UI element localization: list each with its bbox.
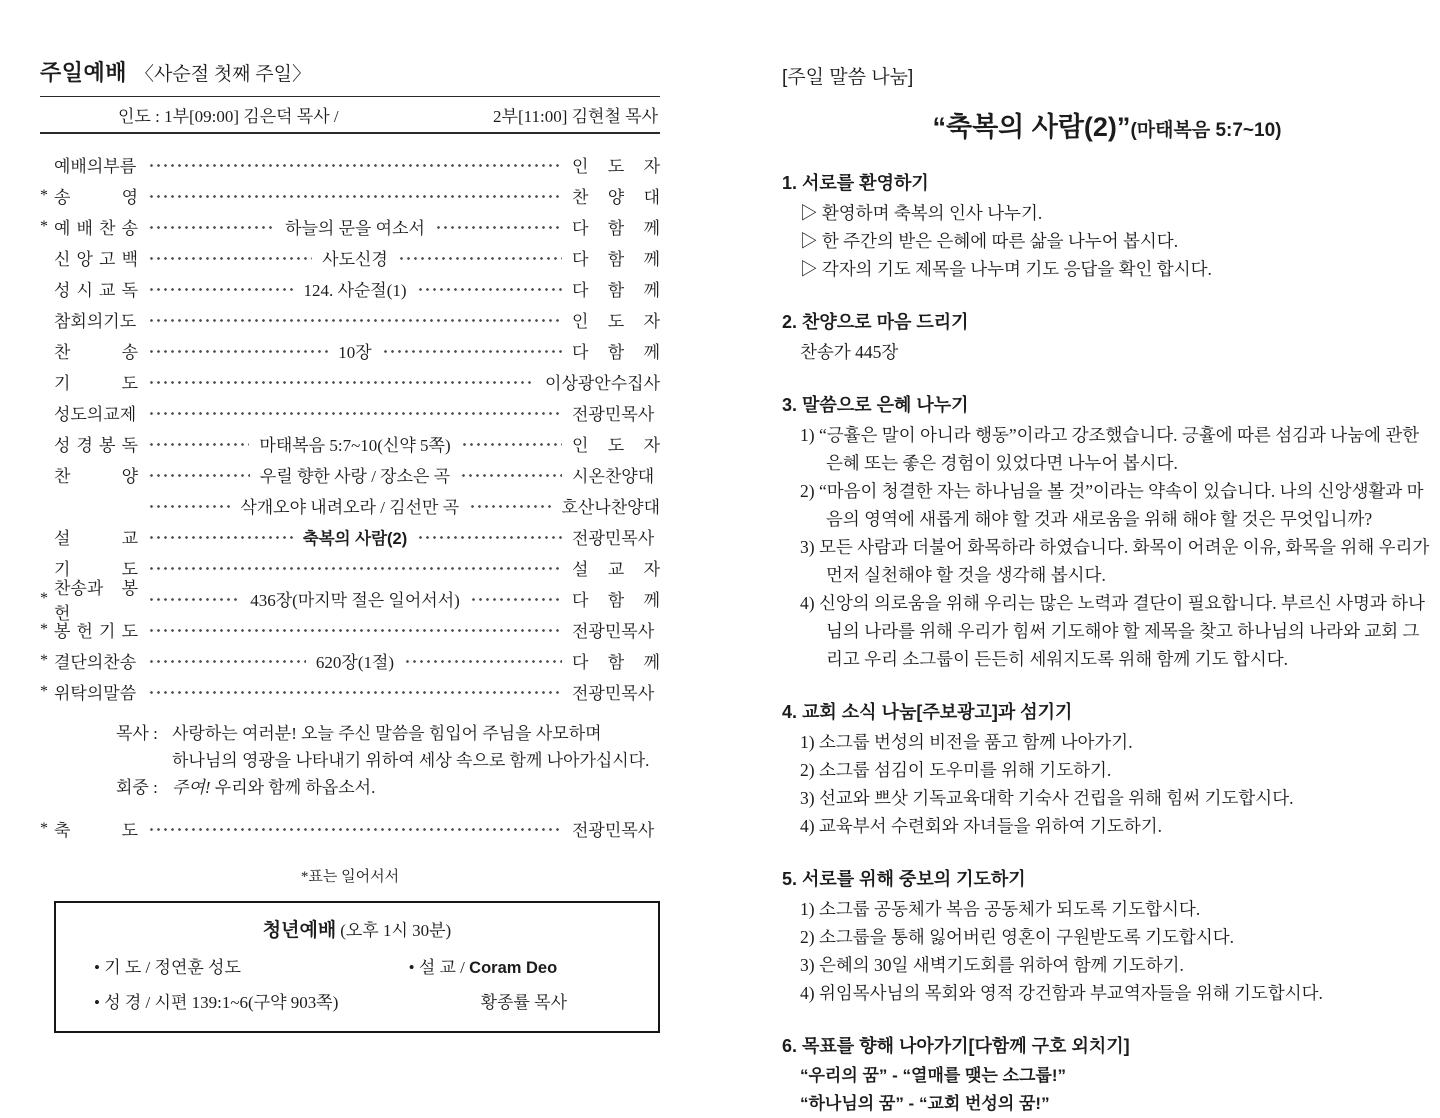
youth-worship-time: (오후 1시 30분) — [340, 921, 452, 940]
standing-marker: * — [40, 620, 48, 638]
service-leader-second: 2부[11:00] 김현철 목사 — [493, 107, 658, 126]
divider — [40, 132, 660, 134]
dotted-leader — [148, 676, 562, 707]
worship-order-list — [40, 149, 660, 707]
youth-prayer: • 기 도 / 정연훈 성도 — [94, 958, 241, 977]
page-title: 주일예배 — [40, 60, 128, 85]
youth-worship-title: 청년예배 — [262, 920, 337, 941]
worship-row — [40, 242, 660, 273]
dotted-leader — [148, 397, 562, 428]
dotted-leader — [148, 521, 293, 552]
congregation-label: 회중 : — [116, 778, 158, 797]
order-item-label: 신 앙 고 백 — [54, 250, 138, 269]
pastor-text — [172, 720, 649, 774]
order-item-label: 참회의기도 — [54, 312, 137, 331]
section-item: 1) “긍휼은 말이 아니라 행동”이라고 강조했습니다. 긍휼에 따른 섬김과 나눔에 관한 은혜 또는 좋은 경험이 있었다면 나누어 봅시다. — [800, 425, 1420, 473]
standing-note: *표는 일어서서 — [300, 869, 400, 885]
order-item-label: 결단의찬송 — [54, 653, 137, 672]
congregation-rest: 우리와 함께 하옵소서. — [210, 778, 376, 797]
order-item-label: 성 경 봉 독 — [54, 436, 138, 455]
youth-worship-details — [68, 953, 646, 1013]
dotted-leader — [148, 552, 562, 583]
worship-order-page — [40, 56, 660, 1033]
dotted-leader — [398, 242, 562, 273]
order-item-label: 설 교 — [54, 529, 138, 548]
section-items — [782, 199, 1432, 283]
page-subtitle: 〈사순절 첫째 주일〉 — [135, 64, 311, 85]
responsive-reading — [116, 720, 660, 801]
order-item-role: 전광민목사 — [572, 821, 655, 840]
page-title-row — [40, 56, 660, 87]
dotted-leader — [148, 242, 312, 273]
section-items — [782, 895, 1432, 1007]
sermon-title: “축복의 사람(2)” — [932, 112, 1131, 142]
section-item: ▷ 환영하며 축복의 인사 나누기. — [800, 203, 1043, 223]
worship-row — [40, 397, 660, 428]
order-item-role: 시온찬양대 — [572, 467, 655, 486]
benediction-row — [40, 813, 660, 844]
order-item-label: 성도의교제 — [54, 405, 137, 424]
order-item-role: 설 교 자 — [572, 560, 660, 579]
order-item-label: 찬 양 — [54, 467, 138, 486]
worship-row — [40, 304, 660, 335]
section-item-slogan: “하나님의 꿈” - “교회 번성의 꿈!” — [800, 1094, 1050, 1113]
standing-marker: * — [40, 186, 48, 204]
order-item-label: 기 도 — [54, 374, 138, 393]
dotted-leader — [148, 428, 249, 459]
dotted-leader — [417, 521, 562, 552]
order-item-detail: 하늘의 문을 여소서 — [285, 219, 425, 238]
order-item-label: 위탁의말씀 — [54, 684, 137, 703]
dotted-leader — [148, 149, 562, 180]
section-heading: 5. 서로를 위해 중보의 기도하기 — [782, 869, 1026, 889]
section-item: 1) 소그룹 번성의 비전을 품고 함께 나아가기. — [800, 732, 1133, 752]
order-item-label: 찬 송 — [54, 343, 138, 362]
dotted-leader — [460, 459, 562, 490]
section-welcome — [782, 171, 1432, 283]
section-goal — [782, 1034, 1432, 1118]
section-items — [782, 728, 1432, 840]
section-items — [782, 338, 1432, 366]
order-item-label: 송 영 — [54, 188, 138, 207]
congregation-line — [116, 774, 660, 801]
order-item-label: 예 배 찬 송 — [54, 219, 138, 238]
section-item-slogan: “우리의 꿈” - “열매를 맺는 소그룹!” — [800, 1066, 1067, 1085]
section-item: 1) 소그룹 공동체가 복음 공동체가 되도록 기도합시다. — [800, 899, 1201, 919]
worship-row — [40, 645, 660, 676]
service-leader-first: 인도 : 1부[09:00] 김은덕 목사 / — [118, 107, 339, 126]
dotted-leader — [417, 273, 562, 304]
order-item-role: 전광민목사 — [572, 405, 655, 424]
order-item-label: 축 도 — [54, 821, 138, 840]
section-item: 4) 교육부서 수련회와 자녀들을 위하여 기도하기. — [800, 816, 1163, 836]
section-item: 4) 신앙의 의로움을 위해 우리는 많은 노력과 결단이 필요합니다. 부르신 사명과 하나님의 나라를 위해 우리가 힘써 기도해야 할 제목을 찾고 하나님의 나라와 교회 그리고 우리 소그룹이 든든히 세워지도록 위해 함께 기도 합시다. — [800, 593, 1425, 669]
dotted-leader — [148, 813, 562, 844]
section-heading: 6. 목표를 향해 나아가기[다함께 구호 외치기] — [782, 1036, 1130, 1056]
order-item-role: 인 도 자 — [572, 157, 660, 176]
order-item-label: 성 시 교 독 — [54, 281, 138, 300]
youth-sermon-label: • 설 교 / — [408, 958, 470, 977]
worship-row — [40, 459, 660, 490]
order-item-label: 예배의부름 — [54, 157, 137, 176]
order-item-role: 다 함 께 — [572, 591, 661, 610]
worship-row — [40, 335, 660, 366]
dotted-leader — [148, 180, 562, 211]
dotted-leader — [435, 211, 562, 242]
order-item-role: 인 도 자 — [572, 436, 661, 455]
worship-row — [40, 180, 660, 211]
section-heading: 4. 교회 소식 나눔[주보광고]과 섬기기 — [782, 702, 1073, 722]
order-item-role: 찬 양 대 — [572, 188, 660, 207]
dotted-leader — [148, 366, 535, 397]
youth-worship-box — [54, 901, 660, 1033]
section-item: 3) 선교와 쁘삿 기독교육대학 기숙사 건립을 위해 힘써 기도합시다. — [800, 788, 1294, 808]
section-item: 3) 은혜의 30일 새벽기도회를 위하여 함께 기도하기. — [800, 955, 1184, 975]
pastor-line — [116, 720, 660, 774]
standing-marker: * — [40, 217, 48, 235]
section-word-sharing — [782, 393, 1432, 673]
section-praise — [782, 310, 1432, 366]
worship-row — [40, 273, 660, 304]
worship-row — [40, 578, 661, 623]
sermon-title-in-order: 축복의 사람(2) — [302, 529, 408, 548]
section-item: 2) “마음이 청결한 자는 하나님을 볼 것”이라는 약속이 있습니다. 나의 신앙생활과 마음의 영역에 새롭게 해야 할 것과 새로움을 위해 해야 할 것은 무엇입니까? — [800, 481, 1424, 529]
dotted-leader — [148, 645, 306, 676]
pastor-text-line2: 하나님의 영광을 나타내기 위하여 세상 속으로 함께 나아가십시다. — [172, 751, 650, 770]
dotted-leader — [148, 459, 250, 490]
order-item-detail: 삭개오야 내려오라 / 김선만 곡 — [240, 498, 460, 517]
benediction-row-wrap — [40, 813, 660, 844]
section-item: 4) 위임목사님의 목회와 영적 강건함과 부교역자들을 위해 기도합시다. — [800, 983, 1323, 1003]
worship-row — [40, 428, 660, 459]
sermon-scripture: (마태복음 5:7~10) — [1130, 120, 1282, 141]
dotted-leader — [148, 304, 562, 335]
sharing-header: [주일 말씀 나눔] — [782, 67, 914, 88]
congregation-text — [172, 774, 375, 801]
section-heading: 2. 찬양으로 마음 드리기 — [782, 312, 969, 332]
worship-row — [40, 211, 660, 242]
standing-marker: * — [40, 589, 48, 607]
order-item-role: 다 함 께 — [572, 250, 661, 269]
worship-row — [40, 490, 660, 521]
section-item: ▷ 각자의 기도 제목을 나누며 기도 응답을 확인 합시다. — [800, 259, 1212, 279]
order-item-label: 찬송과 봉헌 — [54, 578, 138, 623]
order-item-role: 전광민목사 — [572, 529, 655, 548]
dotted-leader — [148, 490, 230, 521]
section-heading: 3. 말씀으로 은혜 나누기 — [782, 395, 969, 415]
service-leaders-row — [40, 97, 660, 132]
order-item-label: 봉 헌 기 도 — [54, 622, 138, 641]
order-item-role: 전광민목사 — [572, 684, 655, 703]
worship-row — [40, 366, 660, 397]
order-item-detail: 우릴 향한 사랑 / 장소은 곡 — [259, 467, 451, 486]
order-item-detail: 마태복음 5:7~10(신약 5쪽) — [259, 436, 451, 455]
section-item: 찬송가 445장 — [800, 342, 899, 362]
youth-sermon — [409, 953, 646, 978]
youth-scripture: • 성 경 / 시편 139:1~6(구약 903쪽) — [94, 993, 339, 1012]
standing-marker: * — [40, 819, 48, 837]
pastor-text-line1: 사랑하는 여러분! 오늘 주신 말씀을 힘입어 주님을 사모하며 — [172, 724, 602, 743]
order-item-role: 다 함 께 — [572, 653, 661, 672]
order-item-role: 다 함 께 — [572, 281, 660, 300]
order-item-role: 다 함 께 — [572, 219, 661, 238]
section-heading: 1. 서로를 환영하기 — [782, 173, 929, 193]
youth-preacher: 황종률 목사 — [480, 993, 567, 1012]
section-church-news — [782, 700, 1432, 840]
pastor-label: 목사 : — [116, 724, 158, 743]
youth-worship-title-row — [68, 915, 646, 942]
dotted-leader — [461, 428, 562, 459]
sermon-sharing-page — [782, 62, 1432, 1118]
section-intercession — [782, 867, 1432, 1007]
order-item-detail: 10장 — [338, 343, 372, 362]
dotted-leader — [148, 273, 293, 304]
order-item-detail: 사도신경 — [322, 250, 388, 269]
dotted-leader — [404, 645, 562, 676]
dotted-leader — [148, 614, 562, 645]
section-items — [782, 421, 1432, 673]
dotted-leader — [148, 211, 275, 242]
order-item-role: 호산나찬양대 — [561, 498, 660, 517]
section-item: 3) 모든 사람과 더불어 화목하라 하였습니다. 화목이 어려운 이유, 화목을 위해 우리가 먼저 실천해야 할 것을 생각해 봅시다. — [800, 537, 1430, 585]
order-item-role: 이상광안수집사 — [545, 374, 660, 393]
congregation-exclaim: 주여! — [172, 778, 211, 797]
order-item-role: 다 함 께 — [572, 343, 660, 362]
dotted-leader — [148, 583, 240, 614]
dotted-leader — [382, 335, 562, 366]
section-item: 2) 소그룹을 통해 잃어버린 영혼이 구원받도록 기도합시다. — [800, 927, 1235, 947]
worship-row — [40, 149, 660, 180]
order-item-label: 기 도 — [54, 560, 138, 579]
order-item-role: 전광민목사 — [572, 622, 655, 641]
worship-row — [40, 614, 660, 645]
standing-marker: * — [40, 651, 48, 669]
sermon-title-row — [782, 105, 1432, 144]
order-item-role: 인 도 자 — [572, 312, 660, 331]
order-item-detail: 436장(마지막 절은 일어서서) — [250, 591, 460, 610]
worship-row — [40, 521, 660, 552]
worship-row — [40, 676, 660, 707]
section-items — [782, 1062, 1432, 1118]
youth-sermon-value: Coram Deo — [469, 959, 558, 977]
section-item: 2) 소그룹 섬김이 도우미를 위해 기도하기. — [800, 760, 1112, 780]
dotted-leader — [148, 335, 328, 366]
dotted-leader — [470, 583, 562, 614]
order-item-detail: 620장(1절) — [315, 653, 395, 672]
standing-marker: * — [40, 682, 48, 700]
dotted-leader — [469, 490, 551, 521]
order-item-detail: 124. 사순절(1) — [303, 281, 407, 300]
section-item: ▷ 한 주간의 받은 은혜에 따른 삶을 나누어 봅시다. — [800, 231, 1179, 251]
